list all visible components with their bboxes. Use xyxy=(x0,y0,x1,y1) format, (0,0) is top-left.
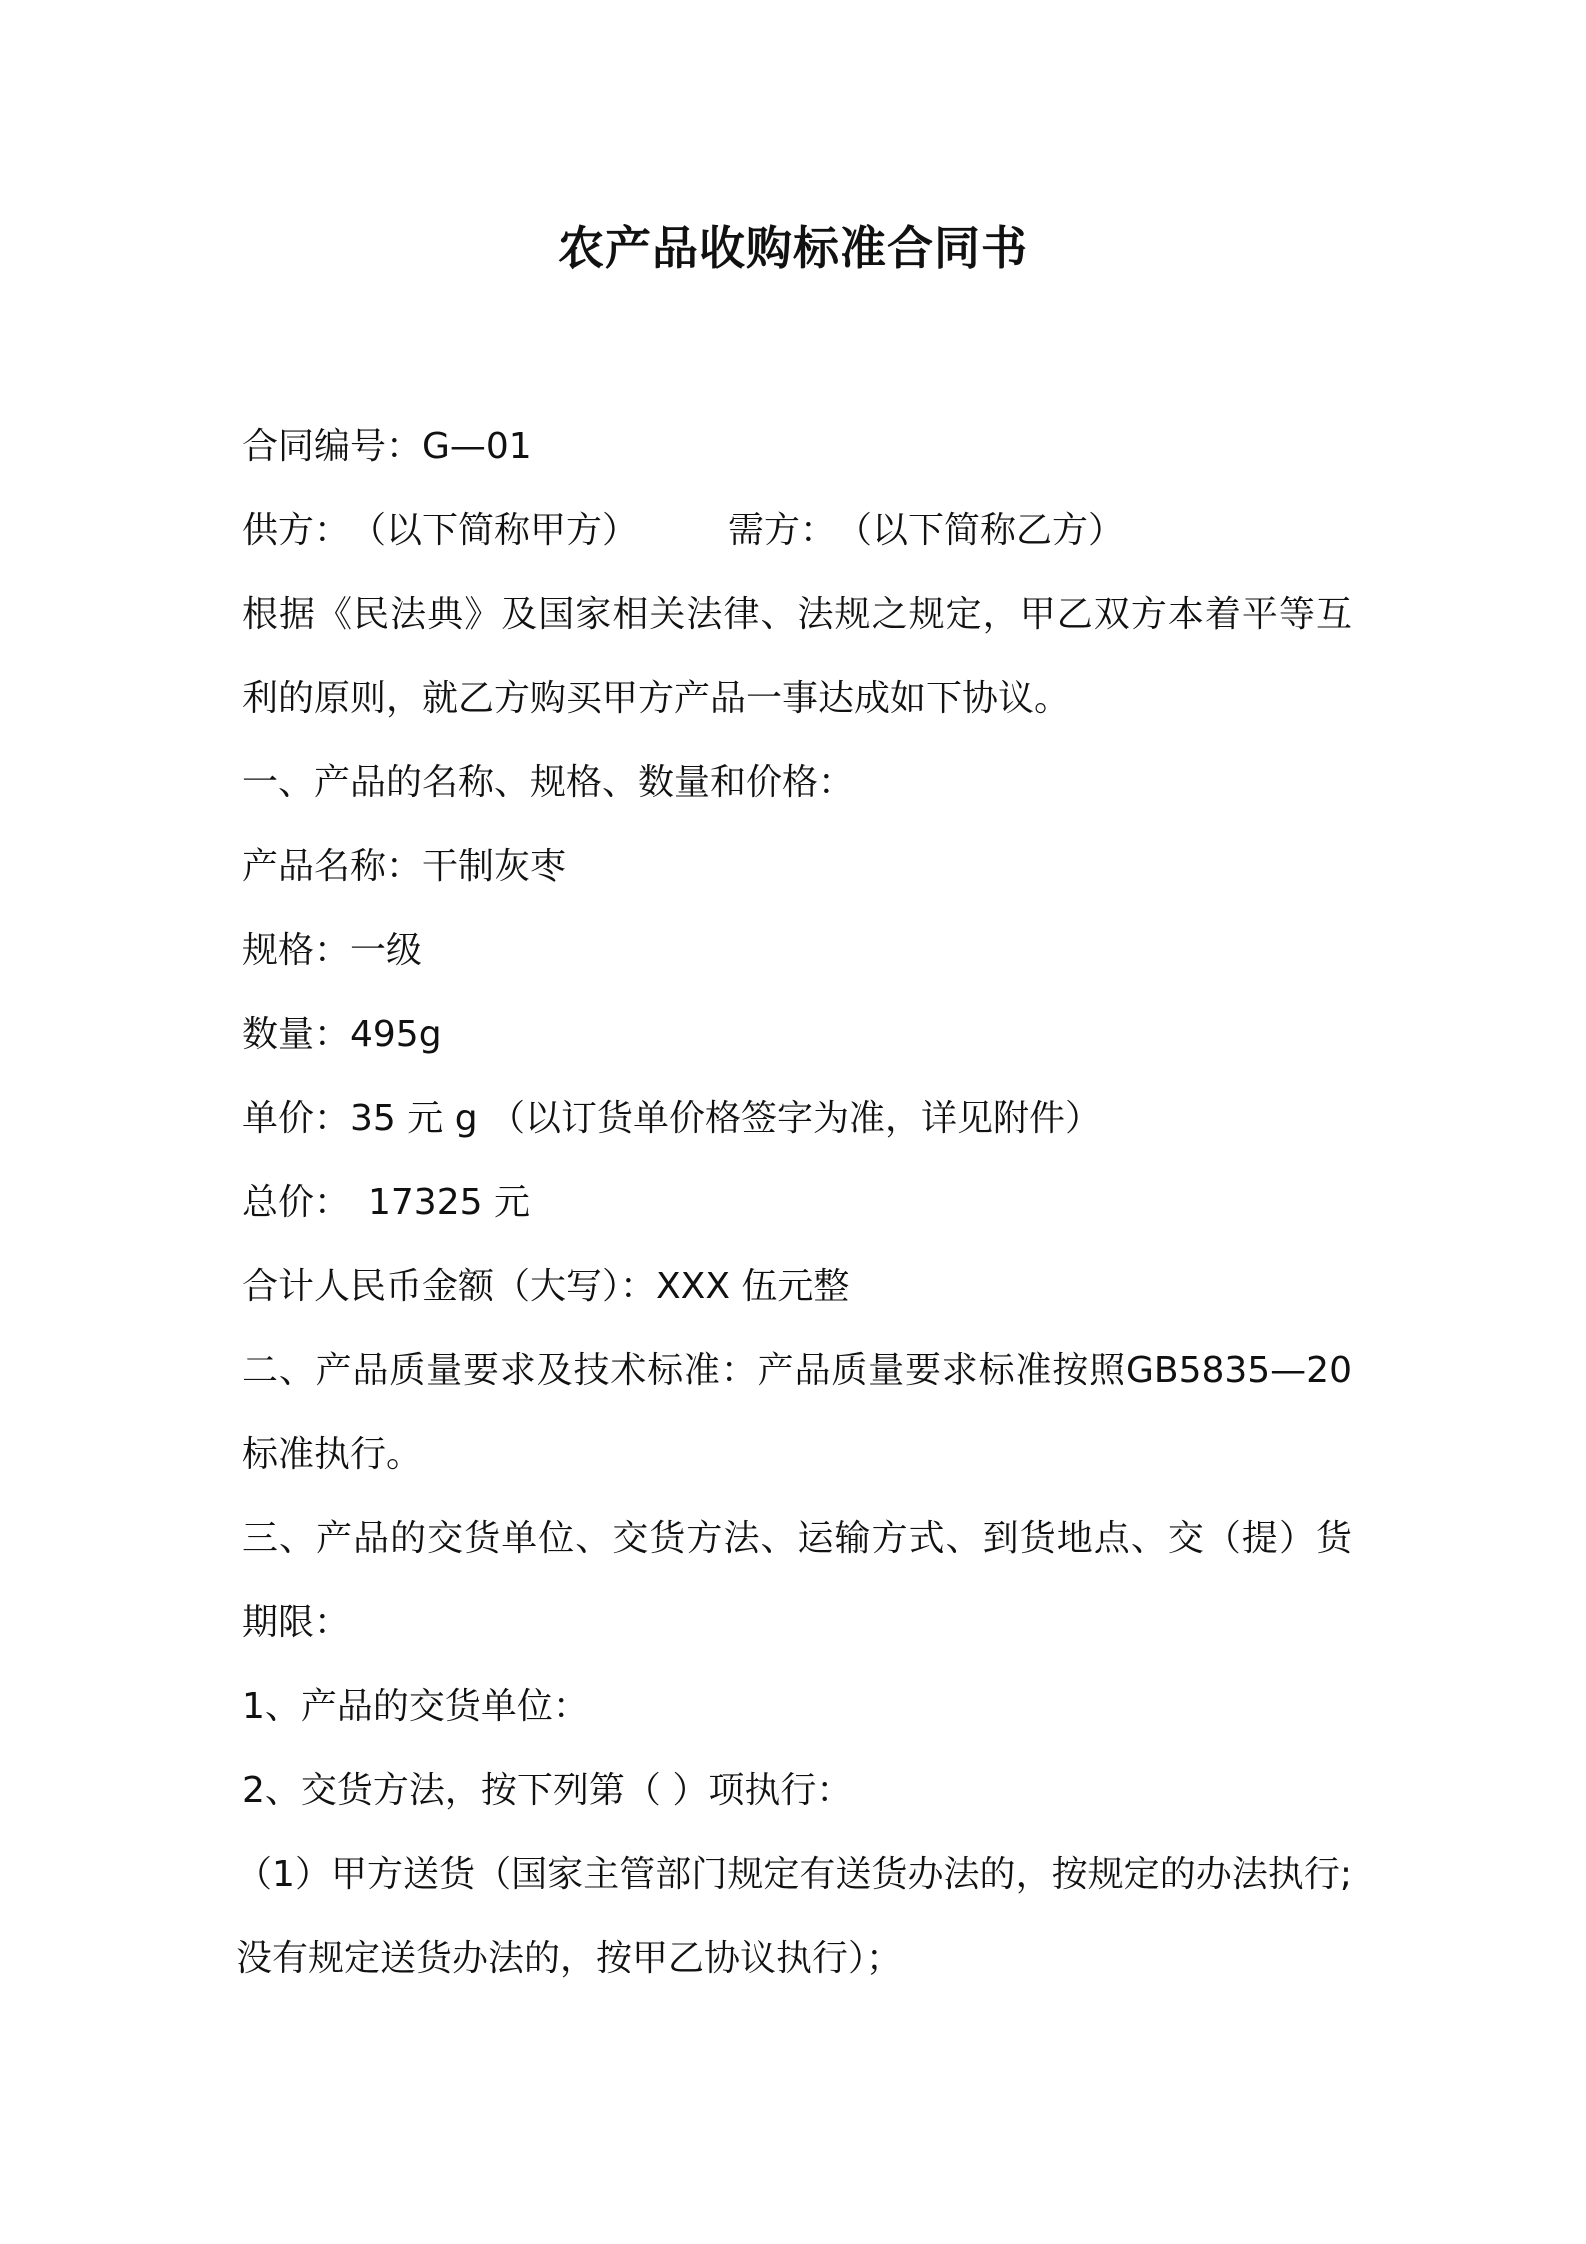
buyer-label: 需方： （以下简称乙方） xyxy=(728,510,1125,551)
product-total-price: 总价： 17325 元 xyxy=(242,1182,530,1223)
product-spec: 规格：一级 xyxy=(242,930,423,971)
document-title: 农产品收购标准合同书 xyxy=(558,221,1028,275)
section3-paragraph: 三、产品的交货单位、交货方法、运输方式、到货地点、交（提）货期限： xyxy=(242,1518,1352,1643)
item2-delivery-method: 2、交货方法，按下列第（ ）项执行： xyxy=(242,1770,853,1811)
supplier-label: 供方： （以下简称甲方） xyxy=(242,510,639,551)
section2-paragraph: 二、产品质量要求及技术标准：产品质量要求标准按照GB5835—20标准执行。 xyxy=(242,1350,1352,1475)
contract-body xyxy=(236,405,1352,2001)
section1-heading: 一、产品的名称、规格、数量和价格： xyxy=(242,762,855,803)
product-unit-price: 单价：35 元 g （以订货单价格签字为准，详见附件） xyxy=(242,1098,1101,1139)
product-name: 产品名称：干制灰枣 xyxy=(242,846,567,887)
preamble-paragraph: 根据《民法典》及国家相关法律、法规之规定，甲乙双方本着平等互利的原则，就乙方购买甲方产品一事达成如下协议。 xyxy=(242,594,1352,719)
product-quantity: 数量：495g xyxy=(242,1014,442,1055)
item2-option1-paragraph: （1）甲方送货（国家主管部门规定有送货办法的，按规定的办法执行;没有规定送货办法的，按甲乙协议执行）； xyxy=(236,1854,1352,1979)
total-rmb-amount: 合计人民币金额（大写）：XXX 伍元整 xyxy=(242,1266,850,1307)
item1-delivery-unit: 1、产品的交货单位： xyxy=(242,1686,589,1727)
contract-number: 合同编号：G—01 xyxy=(242,426,532,467)
parties-line xyxy=(242,489,1352,573)
